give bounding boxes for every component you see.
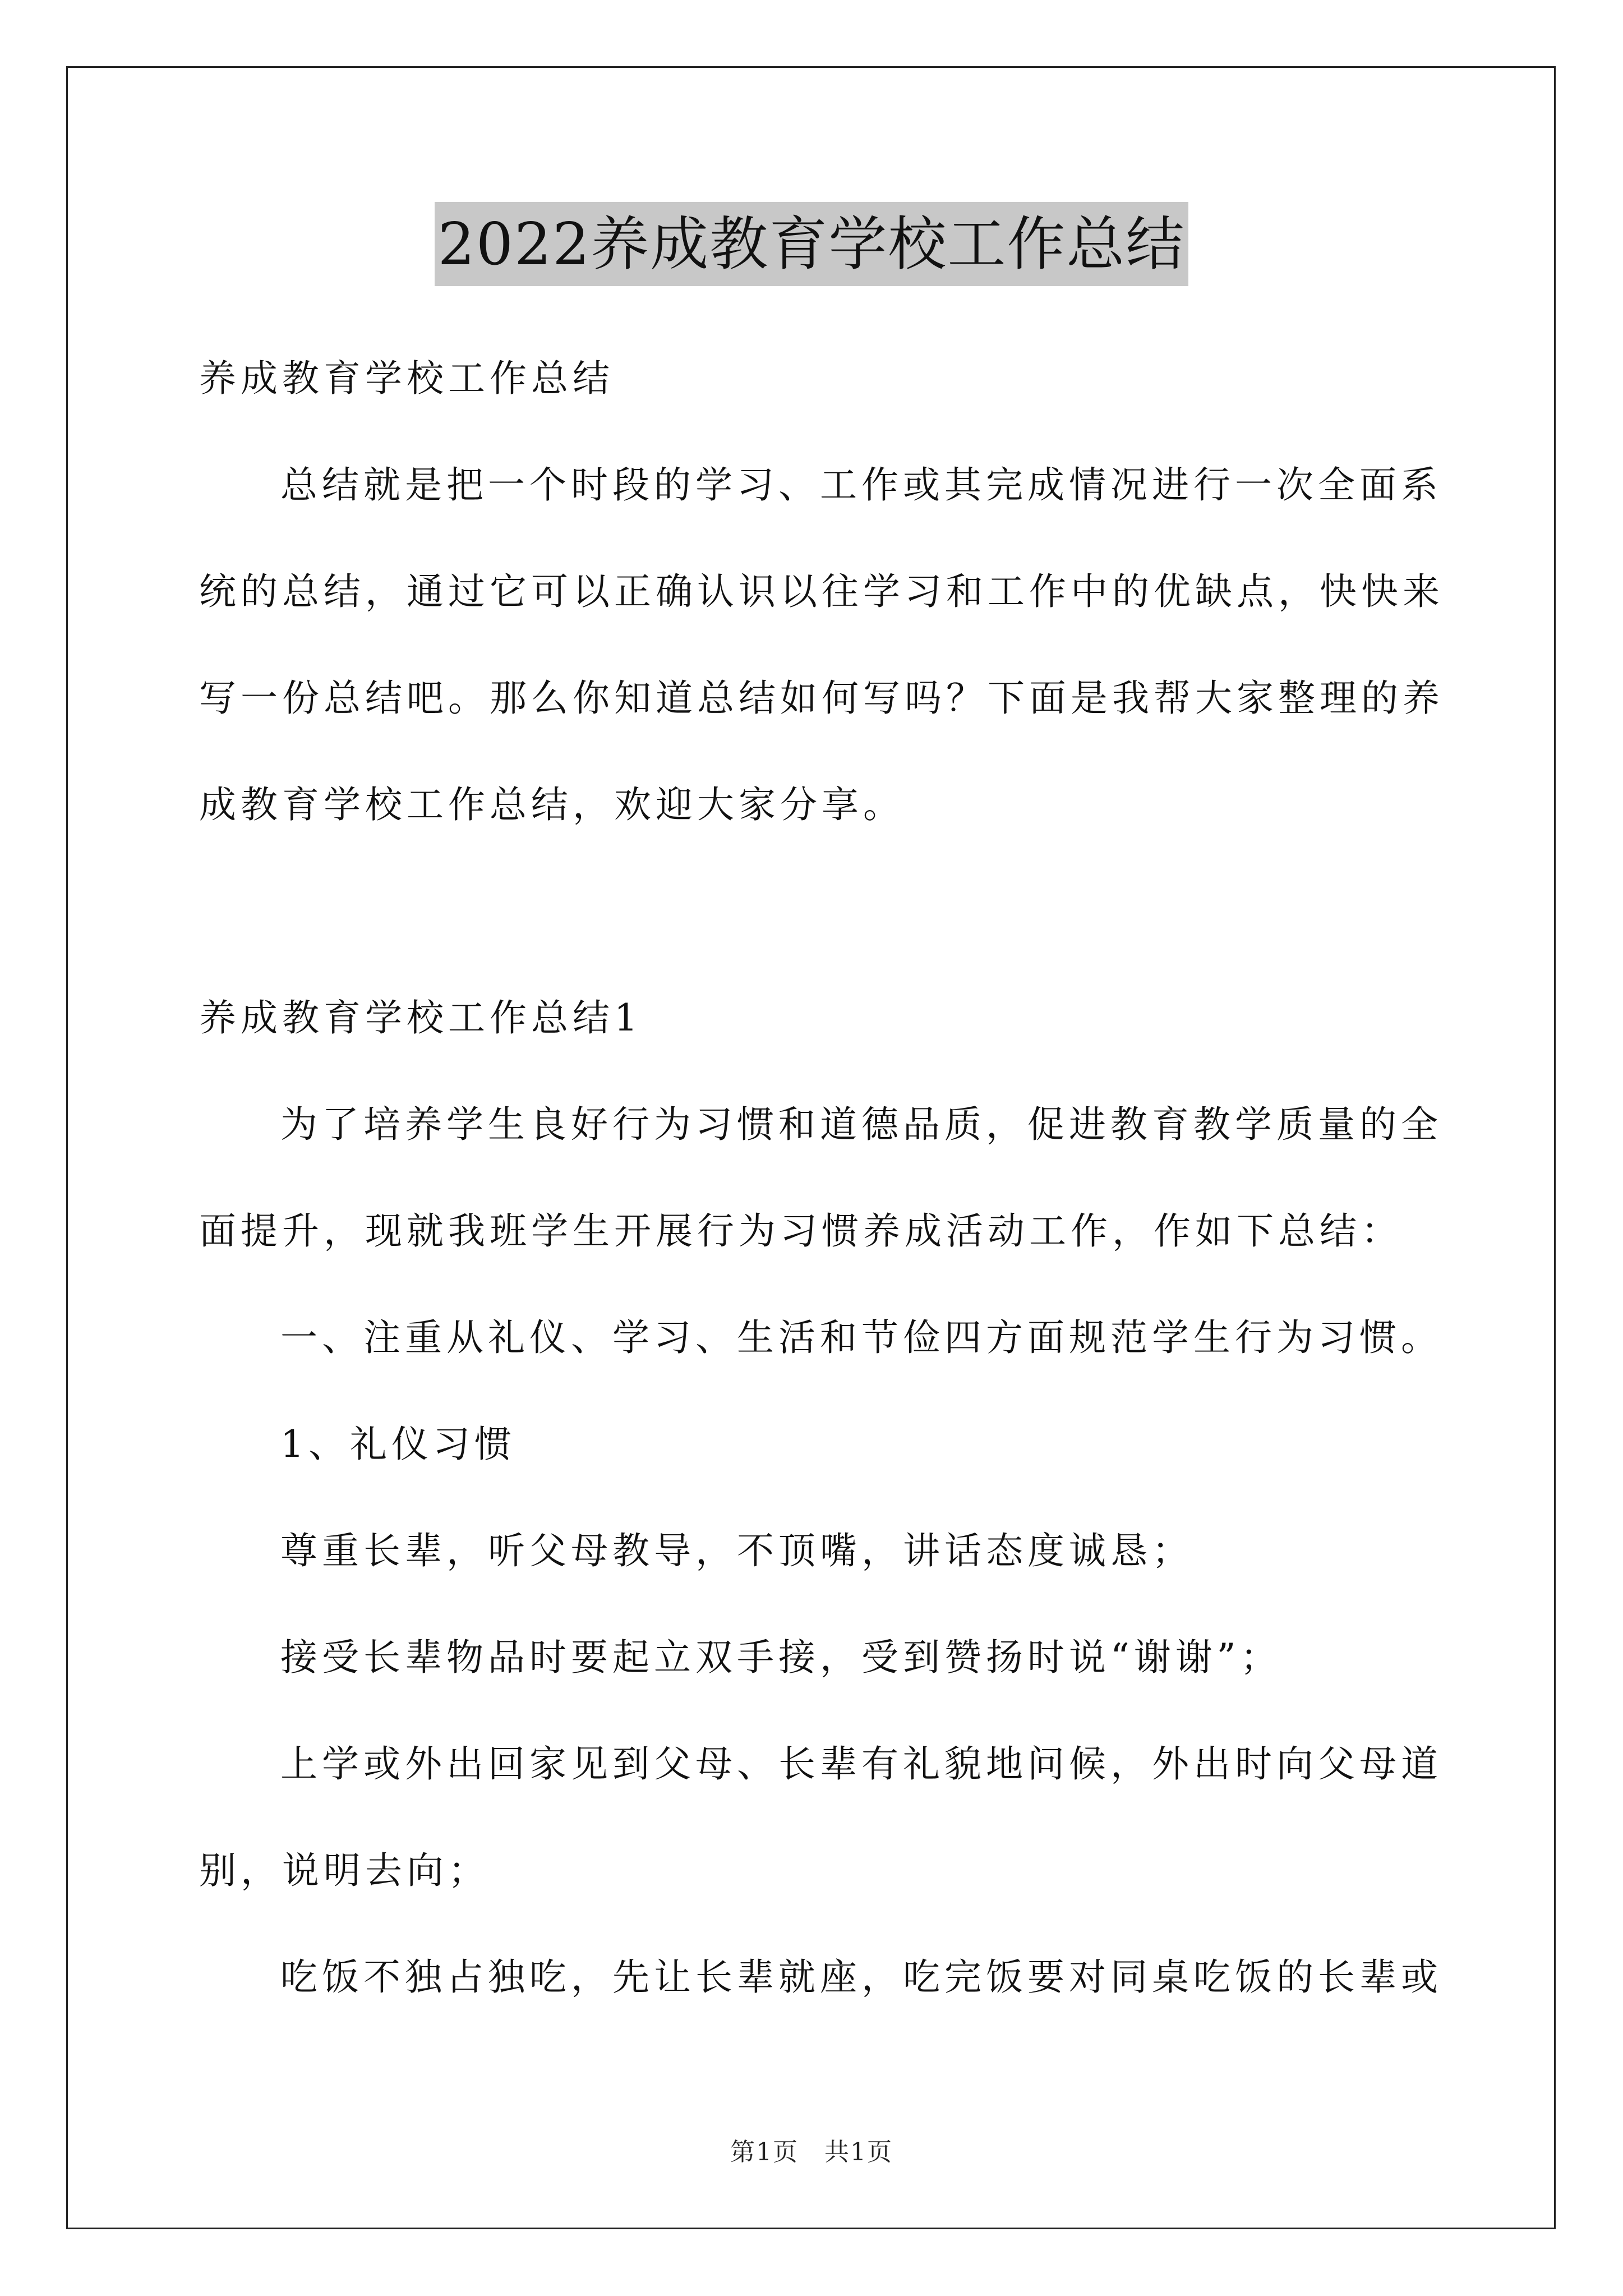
section-line-8: 别，说明去向； [199, 1849, 490, 1892]
section-line-6: 接受长辈物品时要起立双手接，受到赞扬时说“谢谢”； [280, 1636, 1282, 1679]
title-container [0, 202, 1623, 286]
section-heading: 养成教育学校工作总结1 [199, 996, 642, 1039]
document-title: 2022养成教育学校工作总结 [435, 202, 1189, 286]
section-line-2: 面提升，现就我班学生开展行为习惯养成活动工作，作如下总结： [199, 1209, 1403, 1253]
section-line-4: 1、礼仪习惯 [280, 1423, 516, 1466]
section-line-3: 一、注重从礼仪、学习、生活和节俭四方面规范学生行为习惯。 [280, 1316, 1442, 1359]
document-subtitle: 养成教育学校工作总结 [199, 357, 614, 400]
intro-line-4: 成教育学校工作总结，欢迎大家分享。 [199, 783, 905, 826]
section-line-5: 尊重长辈，听父母教导，不顶嘴，讲话态度诚恳； [280, 1529, 1193, 1572]
section-line-7: 上学或外出回家见到父母、长辈有礼貌地问候，外出时向父母道 [280, 1742, 1442, 1786]
page-footer: 第1页 共1页 [730, 2138, 893, 2166]
intro-line-3: 写一份总结吧。那么你知道总结如何写吗？下面是我帮大家整理的养 [199, 677, 1444, 720]
intro-line-2: 统的总结，通过它可以正确认识以往学习和工作中的优缺点，快快来 [199, 570, 1444, 613]
section-line-9: 吃饭不独占独吃，先让长辈就座，吃完饭要对同桌吃饭的长辈或 [280, 1955, 1442, 1999]
section-line-1: 为了培养学生良好行为习惯和道德品质，促进教育教学质量的全 [280, 1103, 1442, 1146]
intro-line-1: 总结就是把一个时段的学习、工作或其完成情况进行一次全面系 [280, 463, 1442, 507]
